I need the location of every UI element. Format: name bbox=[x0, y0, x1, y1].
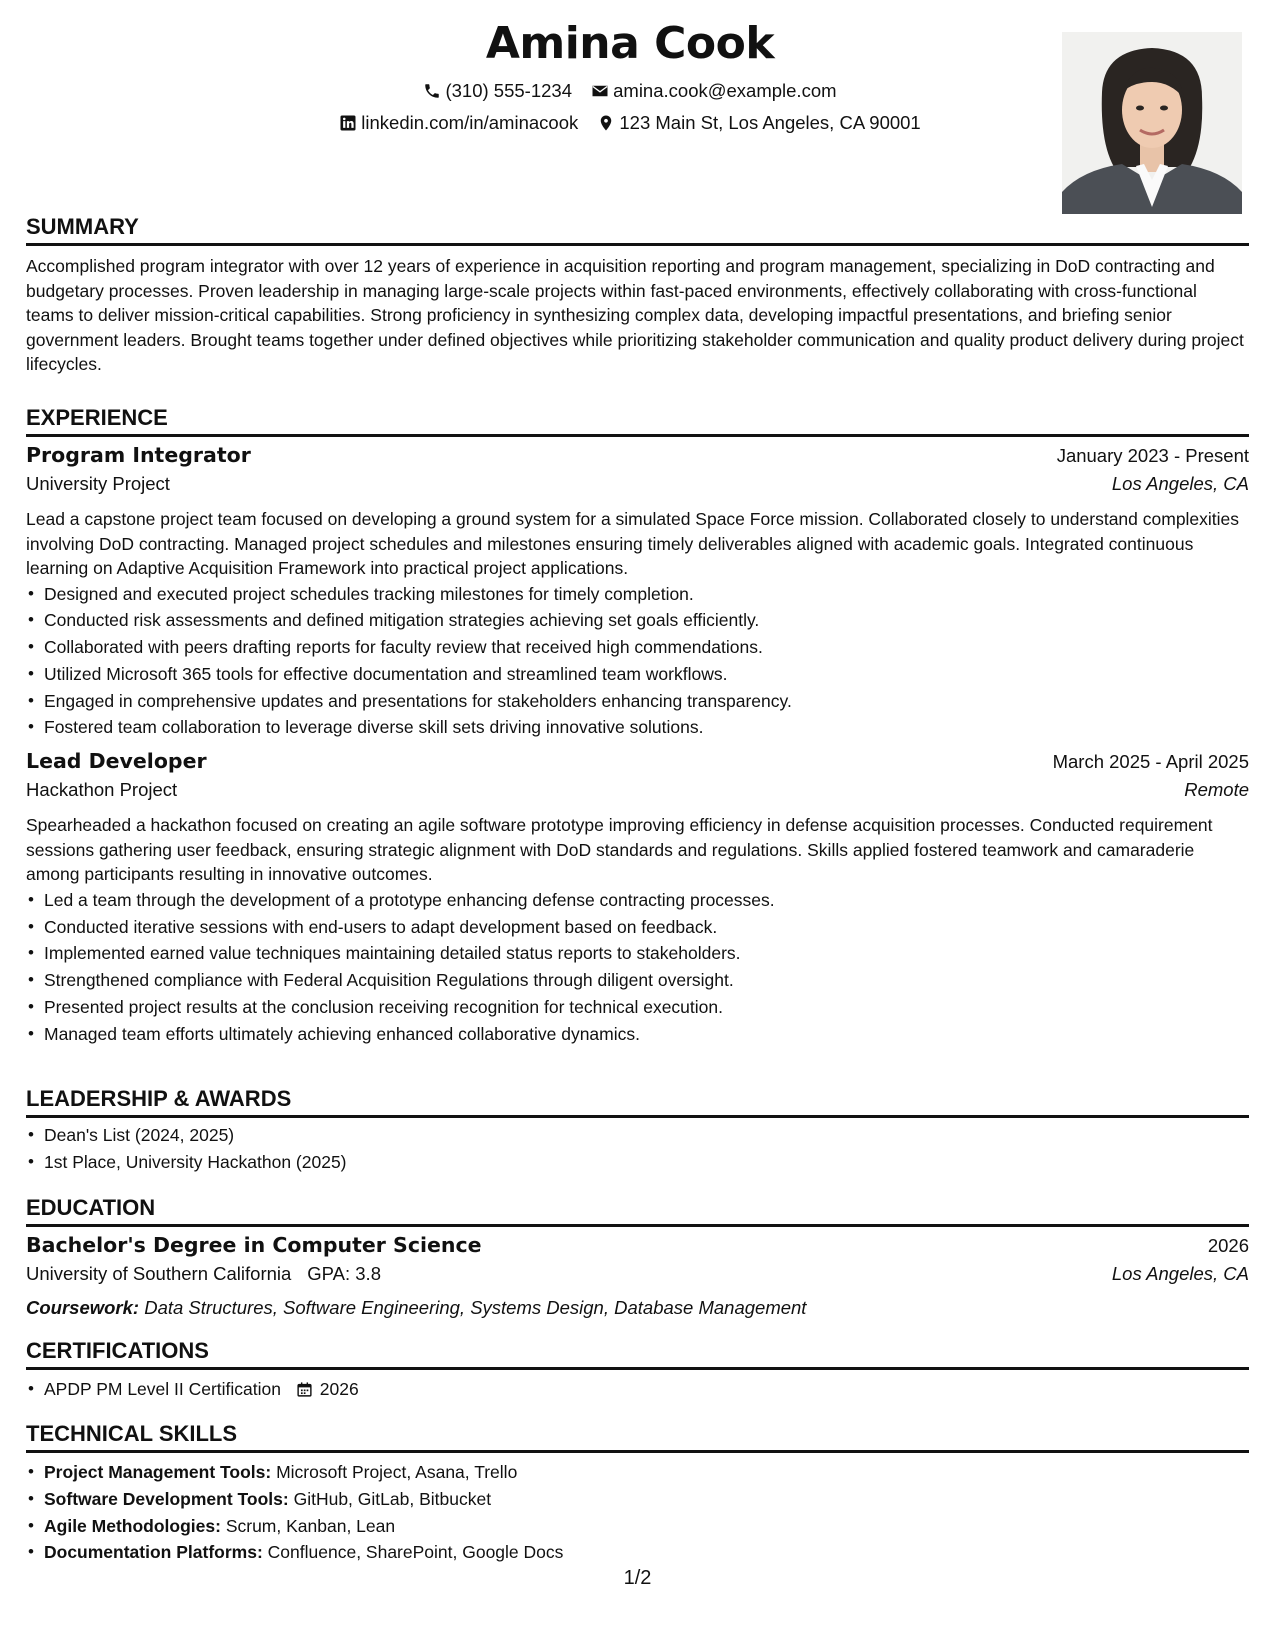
coursework-text: Data Structures, Software Engineering, Systems Design, Database Management bbox=[144, 1297, 807, 1318]
list-item: • Implemented earned value techniques maintaining detailed status reports to stakeholders. bbox=[44, 940, 1249, 967]
location-icon bbox=[597, 114, 615, 132]
certification-name: APDP PM Level II Certification bbox=[44, 1379, 281, 1399]
job-header-row bbox=[26, 749, 1249, 779]
linkedin-text: linkedin.com/in/aminacook bbox=[361, 112, 579, 133]
list-item bbox=[44, 1459, 1249, 1486]
list-item: • Conducted risk assessments and defined mitigation strategies achieving set goals efficiently. bbox=[44, 607, 1249, 634]
list-item: • 1st Place, University Hackathon (2025) bbox=[44, 1149, 1249, 1176]
list-item bbox=[44, 1513, 1249, 1540]
skill-value: Scrum, Kanban, Lean bbox=[225, 1515, 396, 1536]
skill-label: Documentation Platforms: bbox=[44, 1542, 263, 1563]
certifications-list bbox=[26, 1376, 1249, 1403]
list-item: • Engaged in comprehensive updates and presentations for stakeholders enhancing transparency. bbox=[44, 688, 1249, 715]
job-organization: Hackathon Project bbox=[26, 779, 178, 801]
awards-list bbox=[26, 1122, 1249, 1176]
skill-label: Software Development Tools: bbox=[44, 1488, 289, 1509]
linkedin-contact[interactable] bbox=[339, 112, 578, 134]
list-item: • Designed and executed project schedules tracking milestones for timely completion. bbox=[44, 581, 1249, 608]
phone-text: (310) 555-1234 bbox=[445, 80, 572, 101]
list-item: • Presented project results at the conclusion receiving recognition for technical execution. bbox=[44, 994, 1249, 1021]
summary-text: Accomplished program integrator with over 12 years of experience in acquisition reporting and program management, specializing in DoD contracting and budgetary processes. Proven leadership in managing large-scale projects within fast-paced environments, effectively collaborating with cross-functional teams to deliver mission-critical capabilities. Strong proficiency in synthesizing complex data, developing impactful presentations, and briefing senior government leaders. Brought teams together under defined objectives while prioritizing stakeholder communication and quality product delivery during project lifecycles. bbox=[26, 256, 1244, 374]
address-contact bbox=[597, 112, 920, 134]
list-item: • Utilized Microsoft 365 tools for effective documentation and streamlined team workflows. bbox=[44, 661, 1249, 688]
skill-label: Agile Methodologies: bbox=[44, 1515, 221, 1536]
job-title: Lead Developer bbox=[26, 749, 207, 774]
skill-value: Microsoft Project, Asana, Trello bbox=[276, 1462, 518, 1482]
list-item bbox=[44, 1486, 1249, 1513]
degree-row bbox=[26, 1233, 1249, 1263]
job-bullets bbox=[26, 887, 1249, 1048]
awards-section bbox=[26, 1085, 1249, 1176]
certification-year: 2026 bbox=[319, 1379, 359, 1399]
experience-heading: EXPERIENCE bbox=[26, 404, 1249, 437]
school-row bbox=[26, 1263, 1249, 1294]
contact-line-2 bbox=[240, 112, 1020, 137]
gpa: GPA: 3.8 bbox=[307, 1263, 381, 1284]
list-item bbox=[44, 1539, 1249, 1566]
skill-value: GitHub, GitLab, Bitbucket bbox=[293, 1488, 492, 1509]
list-item: • Fostered team collaboration to leverage diverse skill sets driving innovative solutions. bbox=[44, 714, 1249, 741]
experience-section bbox=[26, 404, 1249, 1048]
candidate-name: Amina Cook bbox=[485, 18, 775, 69]
school-name: University of Southern California bbox=[26, 1263, 292, 1284]
list-item bbox=[44, 1376, 1249, 1403]
job-bullets bbox=[26, 581, 1249, 742]
summary-heading: SUMMARY bbox=[26, 213, 1249, 246]
email-contact[interactable] bbox=[591, 80, 836, 102]
profile-photo bbox=[1062, 32, 1242, 214]
page-number: 1/2 bbox=[623, 1567, 652, 1589]
school-info bbox=[26, 1263, 381, 1285]
skill-value: Confluence, SharePoint, Google Docs bbox=[267, 1542, 564, 1563]
job-org-row bbox=[26, 779, 1249, 810]
phone-contact bbox=[423, 80, 572, 102]
degree-title: Bachelor's Degree in Computer Science bbox=[26, 1233, 482, 1257]
address-text: 123 Main St, Los Angeles, CA 90001 bbox=[619, 112, 921, 133]
experience-entry-2 bbox=[26, 749, 1249, 1047]
skills-heading: TECHNICAL SKILLS bbox=[26, 1420, 1249, 1453]
email-icon bbox=[591, 82, 609, 100]
profile-photo-image bbox=[1062, 32, 1242, 214]
linkedin-icon bbox=[339, 114, 357, 132]
list-item: • Managed team efforts ultimately achieving enhanced collaborative dynamics. bbox=[44, 1021, 1249, 1048]
email-text: amina.cook@example.com bbox=[613, 80, 837, 101]
job-dates: March 2025 - April 2025 bbox=[1052, 751, 1249, 773]
school-location: Los Angeles, CA bbox=[1111, 1263, 1249, 1284]
coursework-label: Coursework: bbox=[26, 1297, 140, 1318]
list-item: • Collaborated with peers drafting reports for faculty review that received high commendations. bbox=[44, 634, 1249, 661]
job-dates: January 2023 - Present bbox=[1056, 445, 1249, 466]
calendar-icon bbox=[296, 1381, 313, 1398]
job-location: Remote bbox=[1184, 779, 1249, 801]
list-item: • Strengthened compliance with Federal Acquisition Regulations through diligent oversight. bbox=[44, 967, 1249, 994]
certifications-heading: CERTIFICATIONS bbox=[26, 1337, 1249, 1370]
experience-entry-1 bbox=[26, 443, 1249, 741]
job-description: Spearheaded a hackathon focused on creating an agile software prototype improving efficiency in defense acquisition processes. Conducted requirement sessions gathering user feedback, ensuring strategic alignment with DoD standards and regulations. Skills applied fostered teamwork and camaraderie among participants resulting in innovative outcomes. bbox=[26, 815, 1213, 885]
skill-label: Project Management Tools: bbox=[44, 1462, 272, 1482]
education-section bbox=[26, 1194, 1249, 1322]
job-title: Program Integrator bbox=[26, 443, 251, 467]
awards-heading: LEADERSHIP & AWARDS bbox=[26, 1085, 1249, 1118]
education-heading: EDUCATION bbox=[26, 1194, 1249, 1227]
job-description: Lead a capstone project team focused on developing a ground system for a simulated Space Force mission. Collaborated closely to understand complexities involving DoD contracting. Managed project schedules and milestones ensuring timely deliverables aligned with academic goals. Integrated continuous learning on Adaptive Acquisition Framework into practical project applications. bbox=[26, 509, 1240, 578]
degree-year: 2026 bbox=[1207, 1235, 1249, 1256]
list-item: • Dean's List (2024, 2025) bbox=[44, 1122, 1249, 1149]
list-item: • Conducted iterative sessions with end-users to adapt development based on feedback. bbox=[44, 914, 1249, 941]
skills-list bbox=[26, 1459, 1249, 1566]
summary-section bbox=[26, 213, 1249, 377]
phone-icon bbox=[423, 82, 441, 100]
job-org-row bbox=[26, 473, 1249, 504]
skills-section bbox=[26, 1420, 1249, 1566]
job-location: Los Angeles, CA bbox=[1111, 473, 1249, 494]
job-header-row bbox=[26, 443, 1249, 473]
coursework-line bbox=[26, 1294, 1249, 1322]
contact-line-1 bbox=[240, 80, 1020, 105]
job-organization: University Project bbox=[26, 473, 170, 494]
certifications-section bbox=[26, 1337, 1249, 1403]
list-item: • Led a team through the development of a prototype enhancing defense contracting processes. bbox=[44, 887, 1249, 914]
